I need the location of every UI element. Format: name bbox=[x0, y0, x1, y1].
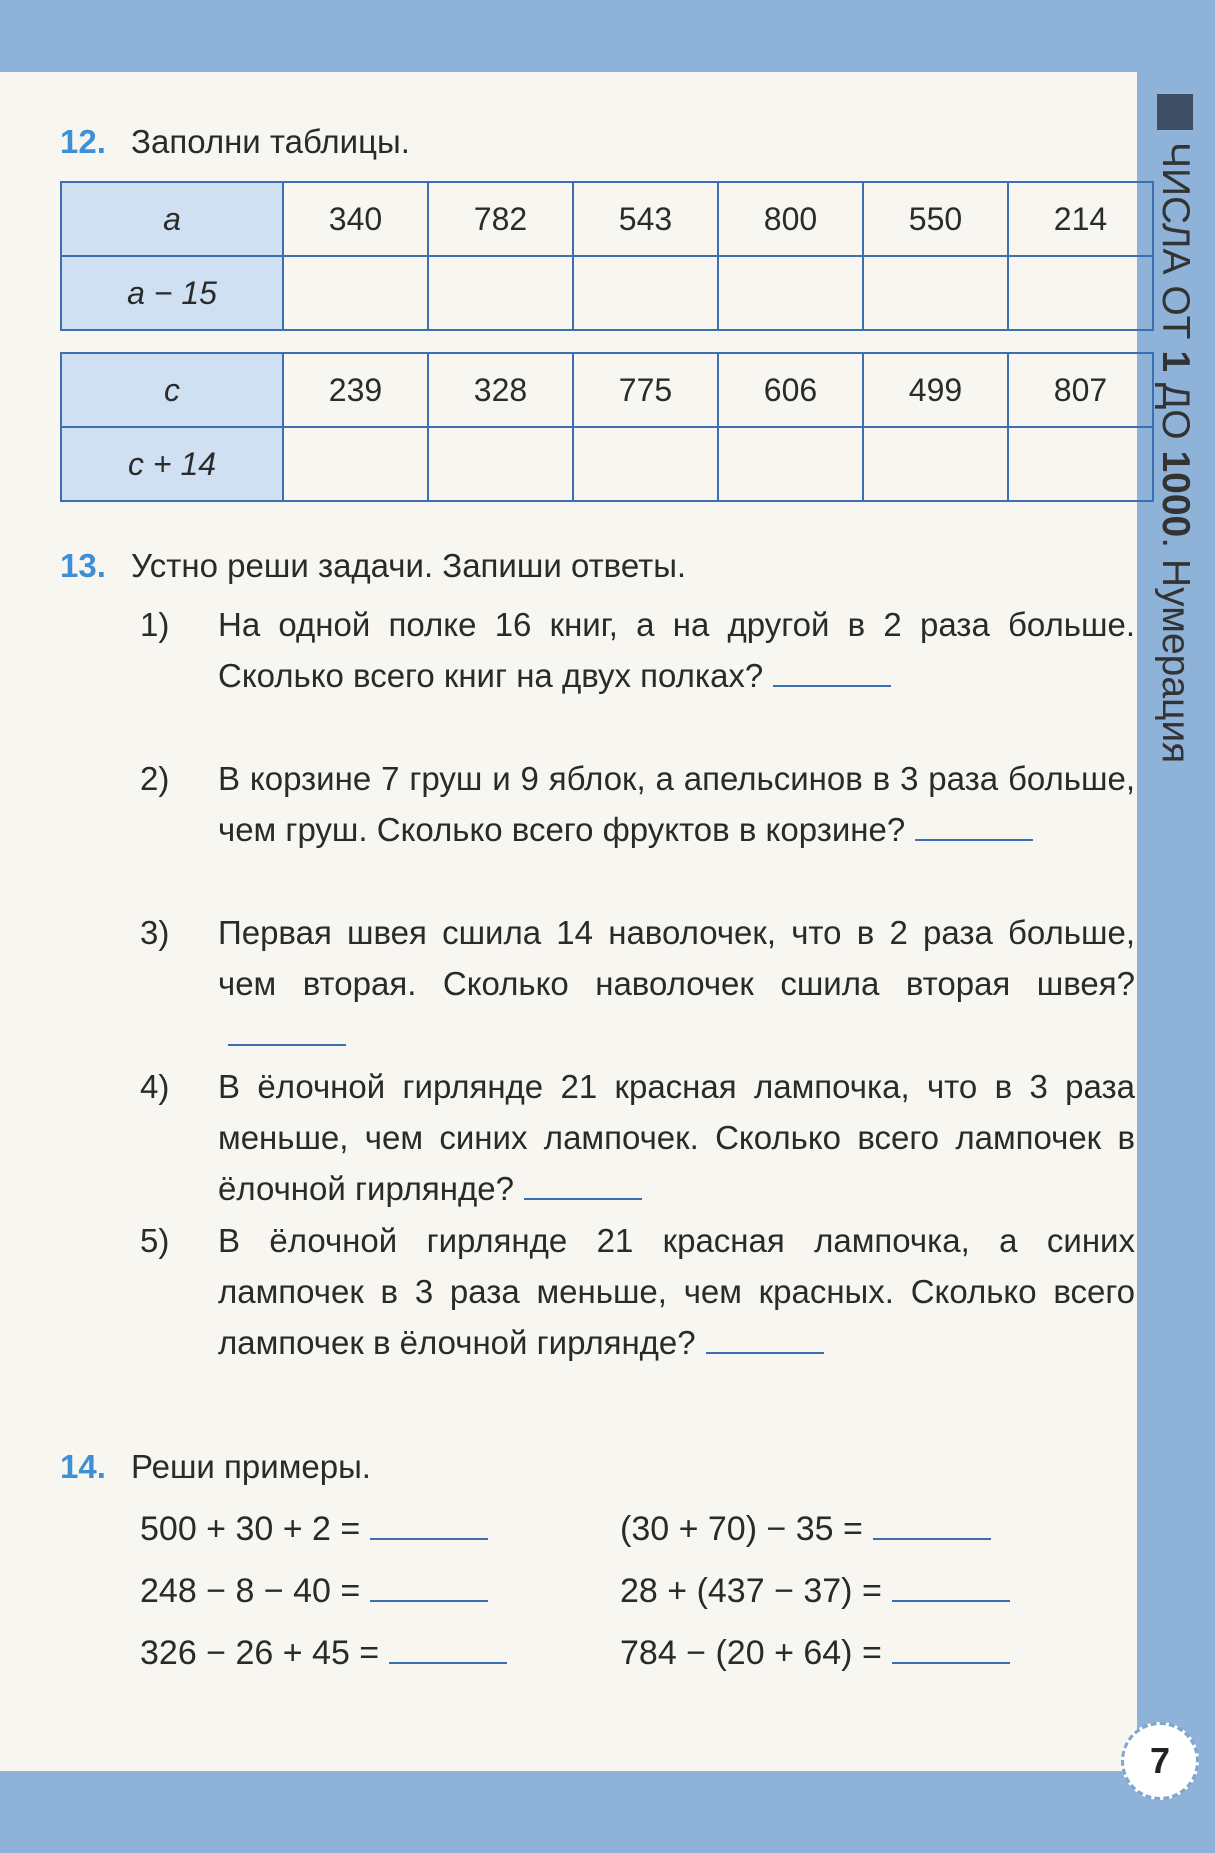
problem-number: 2) bbox=[140, 760, 170, 797]
answer-blank[interactable] bbox=[706, 1350, 824, 1354]
task-13-number: 13. bbox=[60, 547, 106, 584]
answer-blank[interactable] bbox=[389, 1660, 507, 1664]
table-c-head-2: c + 14 bbox=[61, 427, 283, 501]
answer-blank[interactable] bbox=[228, 1042, 346, 1046]
problem-text: На одной полке 16 книг, а на другой в 2 раза больше. Сколько всего книг на двух полках? bbox=[218, 606, 1135, 694]
table-c-cell: 807 bbox=[1008, 353, 1153, 427]
table-a-answer-cell[interactable] bbox=[573, 256, 718, 330]
table-c-cell: 239 bbox=[283, 353, 428, 427]
answer-blank[interactable] bbox=[892, 1660, 1010, 1664]
table-c-cell: 775 bbox=[573, 353, 718, 427]
problem-number: 4) bbox=[140, 1068, 170, 1105]
expression-right-3: 784 − (20 + 64) = bbox=[620, 1634, 1010, 1673]
table-a-cell: 800 bbox=[718, 182, 863, 256]
problem-number: 5) bbox=[140, 1222, 170, 1259]
problem-text: Первая швея сшила 14 наволочек, что в 2 раза больше, чем вторая. Сколько наволочек сшила вторая швея? bbox=[218, 914, 1135, 1002]
answer-blank[interactable] bbox=[892, 1598, 1010, 1602]
problem-text: В корзине 7 груш и 9 яблок, а апельсинов в 3 раза больше, чем груш. Сколько всего фруктов в корзине? bbox=[218, 760, 1135, 848]
table-a-cell: 543 bbox=[573, 182, 718, 256]
task-14-number: 14. bbox=[60, 1448, 106, 1485]
table-c-cell: 499 bbox=[863, 353, 1008, 427]
task-13-title: Устно реши задачи. Запиши ответы. bbox=[131, 547, 687, 584]
table-c-answer-cell[interactable] bbox=[718, 427, 863, 501]
answer-blank[interactable] bbox=[524, 1196, 642, 1200]
table-a-answer-cell[interactable] bbox=[718, 256, 863, 330]
task-14-heading bbox=[60, 1448, 371, 1486]
problem-number: 1) bbox=[140, 606, 170, 643]
table-a-head-2: a − 15 bbox=[61, 256, 283, 330]
table-c-head-1: c bbox=[61, 353, 283, 427]
table-c-answer-cell[interactable] bbox=[428, 427, 573, 501]
problem-text: В ёлочной гирлянде 21 красная лампочка, что в 3 раза меньше, чем синих лампочек. Сколько всего лампочек в ёлочной гирлянде? bbox=[218, 1068, 1135, 1207]
table-a-answer-cell[interactable] bbox=[863, 256, 1008, 330]
table-c-answer-cell[interactable] bbox=[283, 427, 428, 501]
answer-blank[interactable] bbox=[773, 683, 891, 687]
table-c-cell: 606 bbox=[718, 353, 863, 427]
answer-blank[interactable] bbox=[370, 1536, 488, 1540]
section-marker-square bbox=[1157, 94, 1193, 130]
problem-text: В ёлочной гирлянде 21 красная лампочка, а синих лампочек в 3 раза меньше, чем красных. Сколько всего лампочек в ёлочной гирлянде? bbox=[218, 1222, 1135, 1361]
task-12-number: 12. bbox=[60, 123, 106, 160]
table-a-cell: 340 bbox=[283, 182, 428, 256]
section-title: ЧИСЛА ОТ 1 ДО 1000. Нумерация bbox=[1154, 142, 1197, 764]
expression-left-1: 500 + 30 + 2 = bbox=[140, 1510, 488, 1549]
table-a-cell: 782 bbox=[428, 182, 573, 256]
table-a-cell: 550 bbox=[863, 182, 1008, 256]
table-a-answer-cell[interactable] bbox=[283, 256, 428, 330]
table-c-answer-cell[interactable] bbox=[1008, 427, 1153, 501]
table-a-answer-cell[interactable] bbox=[1008, 256, 1153, 330]
table-c bbox=[60, 352, 1154, 502]
task-12-heading bbox=[60, 123, 410, 161]
task-13-heading bbox=[60, 547, 686, 585]
problem-number: 3) bbox=[140, 914, 170, 951]
table-c-answer-cell[interactable] bbox=[863, 427, 1008, 501]
table-c-answer-cell[interactable] bbox=[573, 427, 718, 501]
answer-blank[interactable] bbox=[873, 1536, 991, 1540]
task-12-title: Заполни таблицы. bbox=[131, 123, 410, 160]
table-a-cell: 214 bbox=[1008, 182, 1153, 256]
answer-blank[interactable] bbox=[915, 837, 1033, 841]
answer-blank[interactable] bbox=[370, 1598, 488, 1602]
expression-left-3: 326 − 26 + 45 = bbox=[140, 1634, 507, 1673]
table-a bbox=[60, 181, 1154, 331]
expression-right-1: (30 + 70) − 35 = bbox=[620, 1510, 991, 1549]
task-14-title: Реши примеры. bbox=[131, 1448, 371, 1485]
expression-left-2: 248 − 8 − 40 = bbox=[140, 1572, 488, 1611]
table-a-head-1: a bbox=[61, 182, 283, 256]
page-number: 7 bbox=[1121, 1722, 1199, 1800]
table-a-answer-cell[interactable] bbox=[428, 256, 573, 330]
page-frame-bottom bbox=[0, 1771, 1215, 1853]
page-frame-top bbox=[0, 0, 1215, 72]
table-c-cell: 328 bbox=[428, 353, 573, 427]
expression-right-2: 28 + (437 − 37) = bbox=[620, 1572, 1010, 1611]
